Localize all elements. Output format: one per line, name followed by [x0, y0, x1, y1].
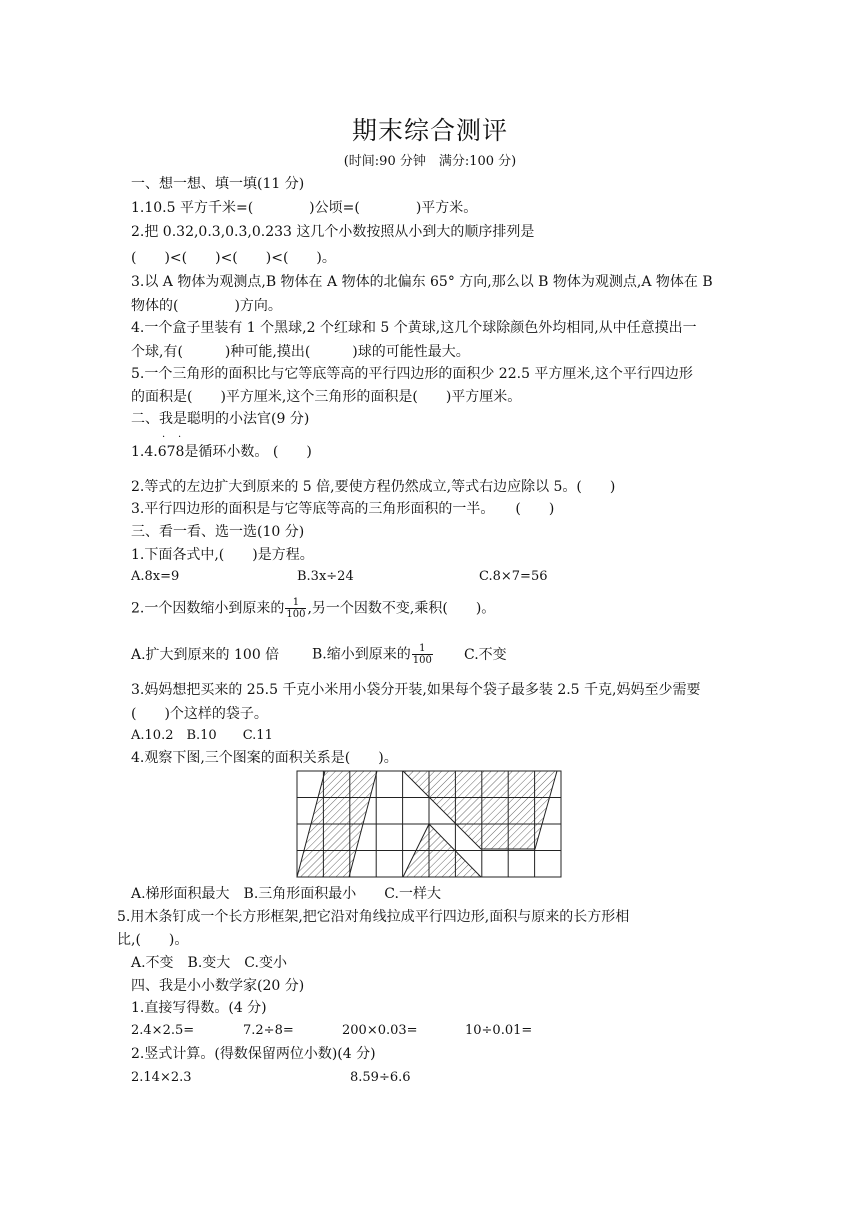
s2-question-1: 1.4.678是循环小数。 ( ) [131, 444, 312, 460]
section-2-heading: 二、我是聪明的小法官(9 分) [131, 411, 310, 427]
s1-question-2-line2: ( )<( )<( )<( )。 [131, 250, 336, 266]
section-3-heading: 三、看一看、选一选(10 分) [131, 524, 305, 540]
s3-q2-text-post: ,另一个因数不变,乘积( )。 [307, 600, 496, 617]
repeating-dot: · [178, 432, 182, 443]
page-subtitle: (时间:90 分钟 满分:100 分) [343, 154, 517, 169]
section-4-heading: 四、我是小小数学家(20 分) [131, 978, 305, 994]
s1-question-2-line1: 2.把 0.32,0.3,0.3̇,0.233 这几个小数按照从小到大的顺序排列是 [131, 224, 535, 240]
s3-question-5-line1: 5.用木条钉成一个长方形框架,把它沿对角线拉成平行四边形,面积与原来的长方形相 [117, 909, 630, 925]
s4-question-2: 2.竖式计算。(得数保留两位小数)(4 分) [131, 1046, 376, 1062]
s3-q3-options: A.10.2 B.10 C.11 [131, 728, 273, 743]
s1-question-1: 1.10.5 平方千米=( )公顷=( )平方米。 [131, 200, 478, 216]
s3-q2-option-c: C.不变 [464, 647, 507, 663]
s1-question-4-line2: 个球,有( )种可能,摸出( )球的可能性最大。 [131, 344, 470, 360]
fraction-numerator: 1 [412, 643, 433, 655]
s4-calc-1: 2.4×2.5= [131, 1023, 195, 1038]
s4-question-1: 1.直接写得数。(4 分) [131, 1000, 267, 1016]
s3-q4-options: A.梯形面积最大 B.三角形面积最小 C.一样大 [131, 886, 441, 902]
s3-q5-options: A.不变 B.变大 C.变小 [131, 955, 287, 971]
section-1-heading: 一、想一想、填一填(11 分) [131, 176, 305, 192]
fraction-numerator: 1 [285, 597, 306, 609]
s3-question-1: 1.下面各式中,( )是方程。 [131, 547, 314, 563]
s3-q2-option-b-text: B.缩小到原来的 [312, 646, 411, 663]
s3-q1-option-c: C.8×7=56 [479, 569, 548, 584]
area-comparison-figure [295, 769, 565, 881]
s2-question-3: 3.平行四边形的面积是与它等底等高的三角形面积的一半。 ( ) [131, 501, 555, 517]
s1-question-3-line1: 3.以 A 物体为观测点,B 物体在 A 物体的北偏东 65° 方向,那么以 B 物体为观测点,A 物体在 B [131, 274, 713, 290]
s4-calc-2: 7.2÷8= [243, 1023, 294, 1038]
s1-question-5-line2: 的面积是( )平方厘米,这个三角形的面积是( )平方厘米。 [131, 389, 522, 405]
s4-vertical-calc-2: 8.59÷6.6 [350, 1070, 411, 1085]
s4-vertical-calc-1: 2.14×2.3 [131, 1070, 192, 1085]
s3-q1-option-a: A.8x=9 [131, 569, 180, 584]
fraction-denominator: 100 [412, 655, 432, 666]
s3-question-4: 4.观察下图,三个图案的面积关系是( )。 [131, 750, 398, 766]
s3-question-5-line2: 比,( )。 [117, 932, 189, 948]
s1-question-3-line2: 物体的( )方向。 [131, 298, 282, 314]
s3-question-3-line1: 3.妈妈想把买来的 25.5 千克小米用小袋分开装,如果每个袋子最多装 2.5 千克,妈妈至少需要 [131, 682, 701, 698]
s2-question-2: 2.等式的左边扩大到原来的 5 倍,要使方程仍然成立,等式右边应除以 5。( ) [131, 479, 616, 495]
s3-q2-text-pre: 2.一个因数缩小到原来的 [131, 600, 285, 617]
s1-question-4-line1: 4.一个盒子里装有 1 个黑球,2 个红球和 5 个黄球,这几个球除颜色外均相同,从中任意摸出一 [131, 320, 697, 336]
s4-calc-3: 200×0.03= [342, 1023, 418, 1038]
s3-question-3-line2: ( )个这样的袋子。 [131, 706, 268, 722]
s3-question-2 [131, 597, 495, 620]
s3-q1-option-b: B.3x÷24 [297, 569, 354, 584]
repeating-dot: · [162, 432, 166, 443]
page-title: 期末综合测评 [351, 116, 508, 145]
s1-question-5-line1: 5.一个三角形的面积比与它等底等高的平行四边形的面积少 22.5 平方厘米,这个平行四边形 [131, 366, 693, 382]
s3-q2-option-a: A.扩大到原来的 100 倍 [131, 647, 280, 663]
fraction [412, 643, 433, 666]
s3-q2-option-b [312, 643, 434, 666]
fraction [285, 597, 306, 620]
s4-calc-4: 10÷0.01= [465, 1023, 533, 1038]
fraction-denominator: 100 [286, 609, 306, 620]
